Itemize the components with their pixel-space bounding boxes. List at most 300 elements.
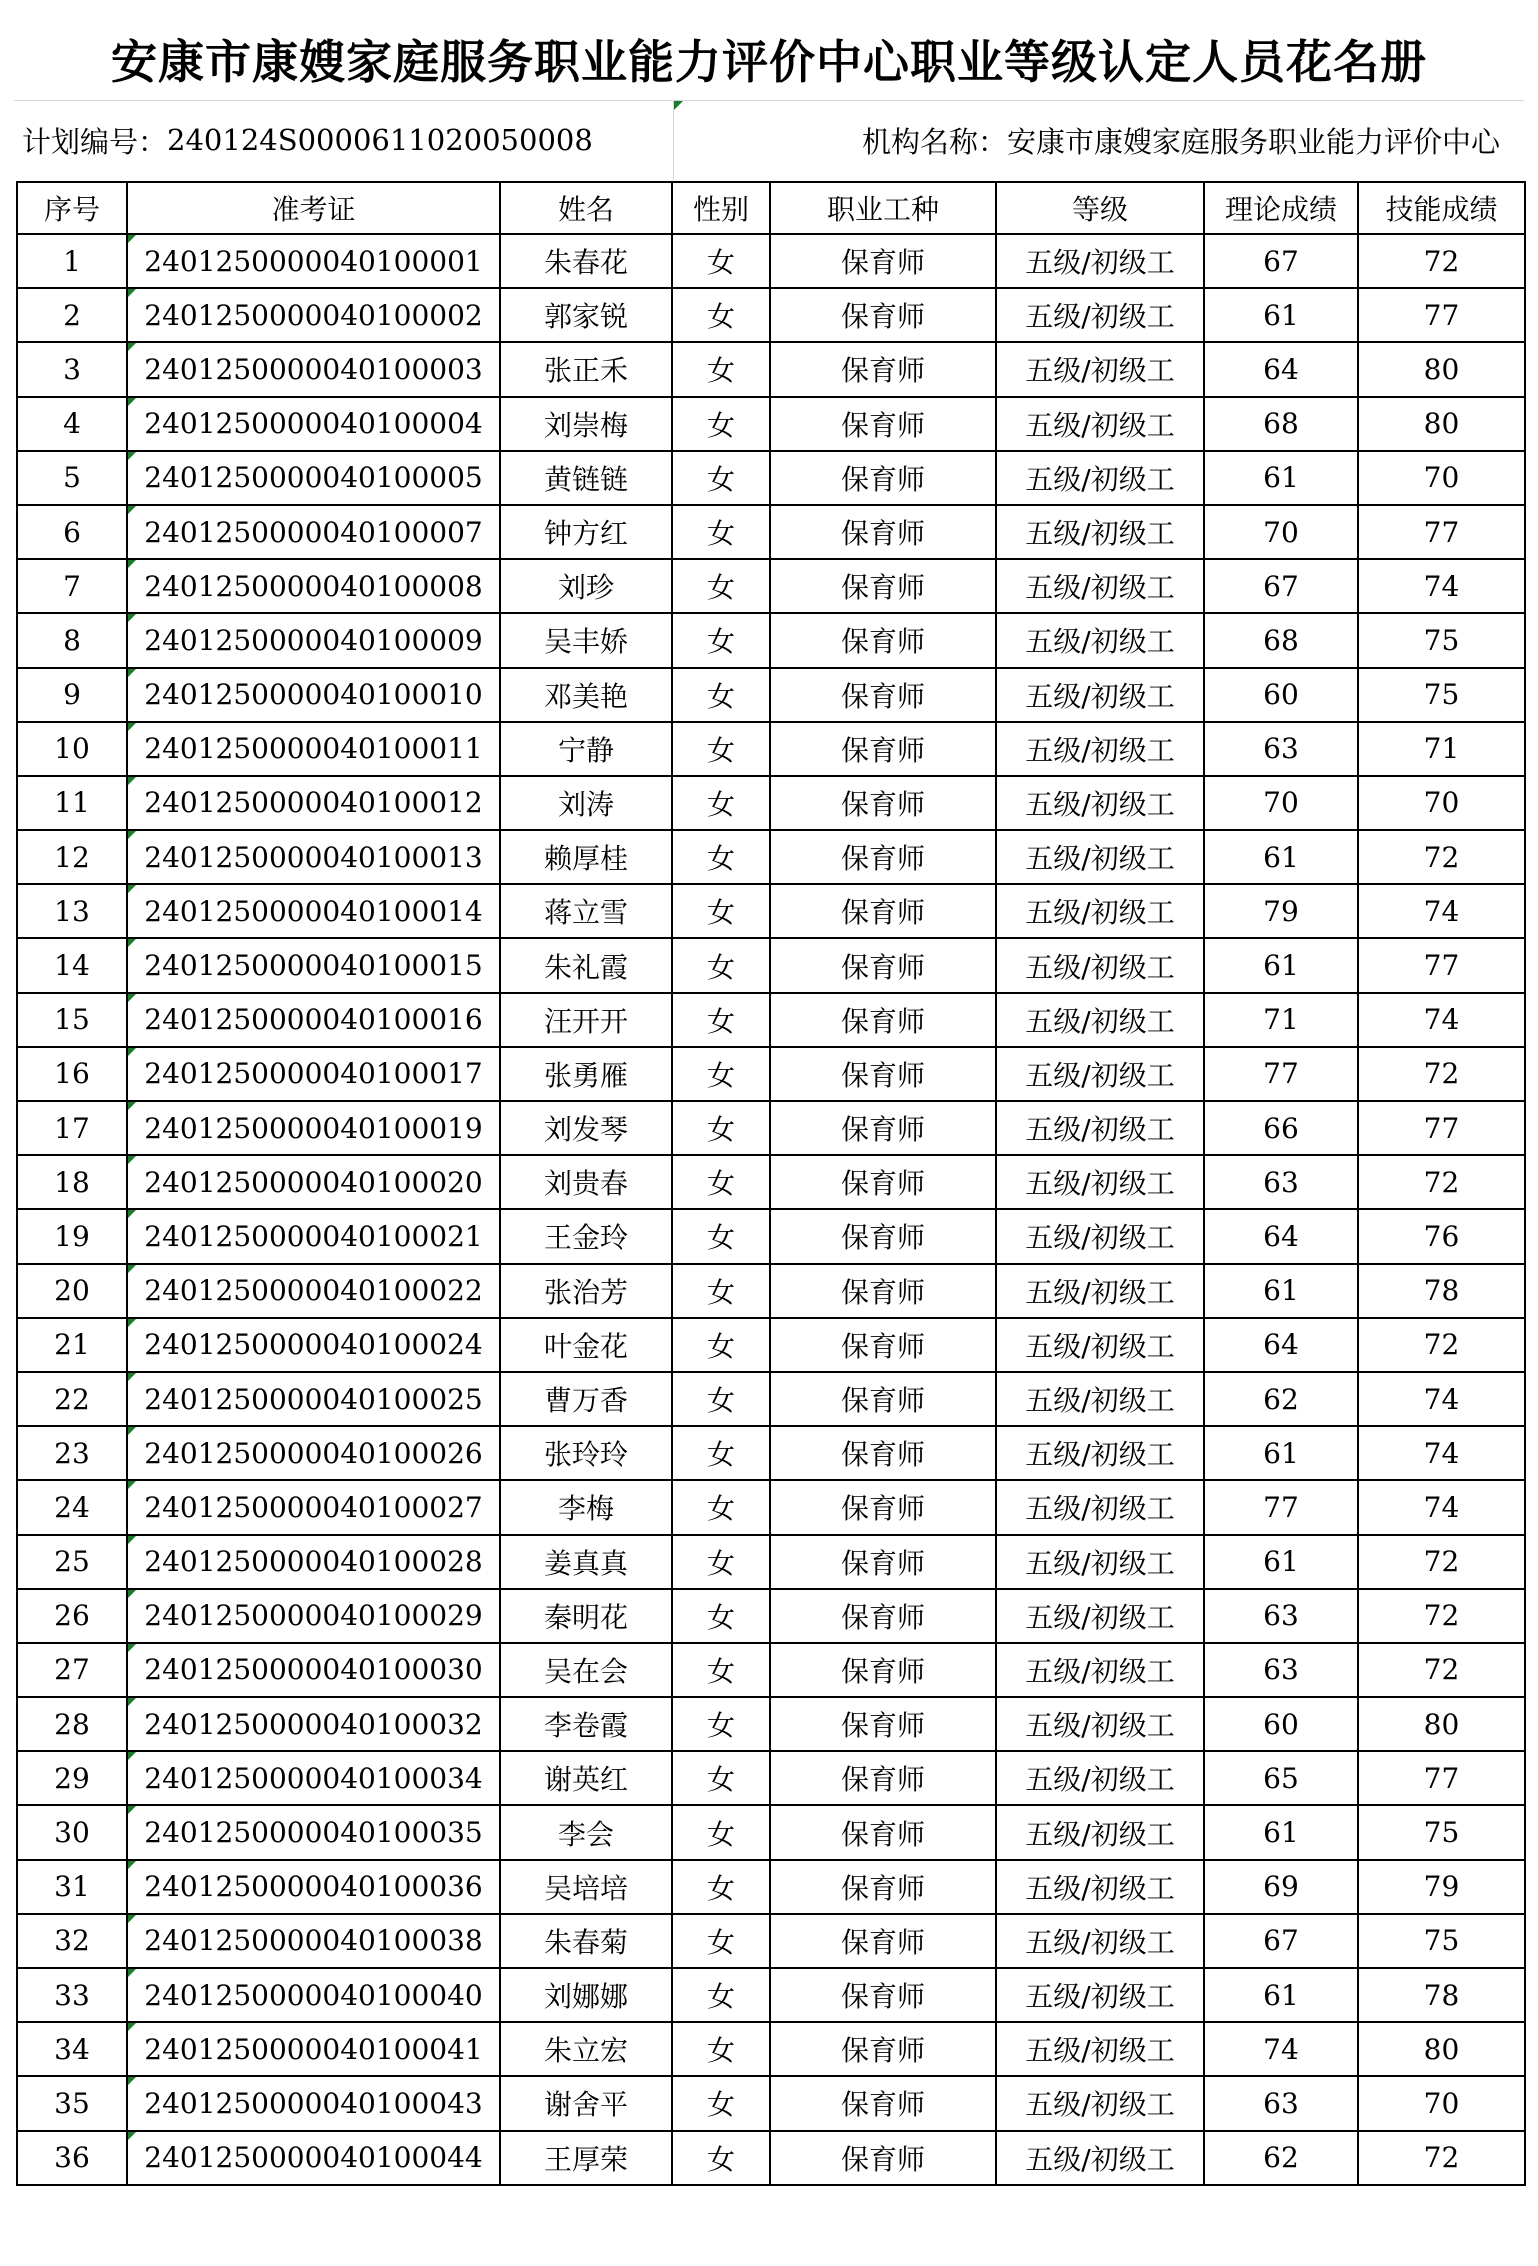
- cell-level: 五级/初级工: [996, 1372, 1204, 1426]
- cell-seq: 31: [17, 1860, 127, 1914]
- cell-exam-id: 2401250000040100041: [127, 2022, 500, 2076]
- cell-exam-id: 2401250000040100013: [127, 830, 500, 884]
- cell-occupation: 保育师: [770, 1426, 996, 1480]
- cell-theory-score: 68: [1204, 397, 1358, 451]
- cell-theory-score: 61: [1204, 1535, 1358, 1589]
- cell-level: 五级/初级工: [996, 668, 1204, 722]
- cell-theory-score: 67: [1204, 559, 1358, 613]
- cell-name: 赖厚桂: [500, 830, 672, 884]
- table-row: [17, 451, 1525, 505]
- cell-gender: 女: [672, 776, 770, 830]
- cell-name: 叶金花: [500, 1318, 672, 1372]
- cell-gender: 女: [672, 1372, 770, 1426]
- cell-exam-id: 2401250000040100008: [127, 559, 500, 613]
- cell-theory-score: 60: [1204, 668, 1358, 722]
- cell-seq: 13: [17, 884, 127, 938]
- table-row: [17, 1643, 1525, 1697]
- cell-name: 李卷霞: [500, 1697, 672, 1751]
- page-title: 安康市康嫂家庭服务职业能力评价中心职业等级认定人员花名册: [111, 35, 1427, 89]
- cell-level: 五级/初级工: [996, 1643, 1204, 1697]
- table-row: [17, 2022, 1525, 2076]
- cell-level: 五级/初级工: [996, 1318, 1204, 1372]
- cell-exam-id: 2401250000040100028: [127, 1535, 500, 1589]
- cell-skill-score: 74: [1358, 884, 1525, 938]
- cell-skill-score: 77: [1358, 1101, 1525, 1155]
- cell-gender: 女: [672, 1968, 770, 2022]
- cell-theory-score: 62: [1204, 1372, 1358, 1426]
- cell-level: 五级/初级工: [996, 559, 1204, 613]
- table-row: [17, 1426, 1525, 1480]
- table-row: [17, 776, 1525, 830]
- cell-skill-score: 75: [1358, 613, 1525, 667]
- cell-occupation: 保育师: [770, 1643, 996, 1697]
- table-row: [17, 342, 1525, 396]
- cell-skill-score: 70: [1358, 451, 1525, 505]
- cell-exam-id: 2401250000040100021: [127, 1209, 500, 1263]
- cell-skill-score: 70: [1358, 2076, 1525, 2130]
- cell-name: 曹万香: [500, 1372, 672, 1426]
- cell-seq: 12: [17, 830, 127, 884]
- table-header-row: [17, 182, 1525, 234]
- cell-occupation: 保育师: [770, 1155, 996, 1209]
- cell-seq: 2: [17, 288, 127, 342]
- cell-theory-score: 77: [1204, 1480, 1358, 1534]
- cell-level: 五级/初级工: [996, 288, 1204, 342]
- cell-name: 张玲玲: [500, 1426, 672, 1480]
- cell-occupation: 保育师: [770, 830, 996, 884]
- cell-exam-id: 2401250000040100040: [127, 1968, 500, 2022]
- cell-seq: 32: [17, 1914, 127, 1968]
- cell-occupation: 保育师: [770, 884, 996, 938]
- cell-occupation: 保育师: [770, 1914, 996, 1968]
- cell-occupation: 保育师: [770, 1697, 996, 1751]
- cell-seq: 25: [17, 1535, 127, 1589]
- cell-occupation: 保育师: [770, 1751, 996, 1805]
- cell-name: 吴在会: [500, 1643, 672, 1697]
- cell-level: 五级/初级工: [996, 1805, 1204, 1859]
- cell-exam-id: 2401250000040100010: [127, 668, 500, 722]
- cell-exam-id: 2401250000040100004: [127, 397, 500, 451]
- table-row: [17, 288, 1525, 342]
- cell-level: 五级/初级工: [996, 1535, 1204, 1589]
- cell-exam-id: 2401250000040100005: [127, 451, 500, 505]
- table-row: [17, 1318, 1525, 1372]
- cell-gender: 女: [672, 342, 770, 396]
- table-row: [17, 1372, 1525, 1426]
- cell-skill-score: 74: [1358, 993, 1525, 1047]
- cell-gender: 女: [672, 451, 770, 505]
- cell-gender: 女: [672, 1860, 770, 1914]
- table-row: [17, 1535, 1525, 1589]
- cell-theory-score: 70: [1204, 776, 1358, 830]
- cell-skill-score: 80: [1358, 2022, 1525, 2076]
- cell-seq: 22: [17, 1372, 127, 1426]
- cell-theory-score: 79: [1204, 884, 1358, 938]
- cell-name: 谢舍平: [500, 2076, 672, 2130]
- cell-theory-score: 70: [1204, 505, 1358, 559]
- cell-gender: 女: [672, 1318, 770, 1372]
- plan-number-label: 计划编号：: [22, 124, 168, 159]
- cell-occupation: 保育师: [770, 342, 996, 396]
- cell-occupation: 保育师: [770, 2022, 996, 2076]
- cell-level: 五级/初级工: [996, 2076, 1204, 2130]
- cell-seq: 36: [17, 2131, 127, 2185]
- cell-theory-score: 62: [1204, 2131, 1358, 2185]
- cell-level: 五级/初级工: [996, 1155, 1204, 1209]
- cell-exam-id: 2401250000040100038: [127, 1914, 500, 1968]
- cell-exam-id: 2401250000040100029: [127, 1589, 500, 1643]
- cell-skill-score: 74: [1358, 1426, 1525, 1480]
- cell-exam-id: 2401250000040100036: [127, 1860, 500, 1914]
- cell-theory-score: 60: [1204, 1697, 1358, 1751]
- cell-theory-score: 61: [1204, 1426, 1358, 1480]
- cell-skill-score: 72: [1358, 234, 1525, 288]
- cell-seq: 27: [17, 1643, 127, 1697]
- cell-exam-id: 2401250000040100009: [127, 613, 500, 667]
- cell-seq: 10: [17, 722, 127, 776]
- cell-skill-score: 74: [1358, 1372, 1525, 1426]
- cell-gender: 女: [672, 1535, 770, 1589]
- table-row: [17, 234, 1525, 288]
- divider: [673, 100, 674, 180]
- cell-name: 蒋立雪: [500, 884, 672, 938]
- cell-skill-score: 80: [1358, 342, 1525, 396]
- cell-occupation: 保育师: [770, 938, 996, 992]
- cell-theory-score: 64: [1204, 342, 1358, 396]
- cell-theory-score: 61: [1204, 1968, 1358, 2022]
- cell-seq: 26: [17, 1589, 127, 1643]
- cell-seq: 11: [17, 776, 127, 830]
- cell-exam-id: 2401250000040100017: [127, 1047, 500, 1101]
- column-header-seq: 序号: [17, 182, 127, 234]
- cell-theory-score: 61: [1204, 1805, 1358, 1859]
- table-row: [17, 1697, 1525, 1751]
- cell-exam-id: 2401250000040100022: [127, 1264, 500, 1318]
- cell-gender: 女: [672, 1697, 770, 1751]
- cell-level: 五级/初级工: [996, 1751, 1204, 1805]
- cell-name: 张勇雁: [500, 1047, 672, 1101]
- cell-level: 五级/初级工: [996, 938, 1204, 992]
- cell-level: 五级/初级工: [996, 1914, 1204, 1968]
- cell-name: 秦明花: [500, 1589, 672, 1643]
- cell-theory-score: 61: [1204, 288, 1358, 342]
- cell-occupation: 保育师: [770, 1264, 996, 1318]
- cell-exam-id: 2401250000040100026: [127, 1426, 500, 1480]
- cell-occupation: 保育师: [770, 613, 996, 667]
- cell-exam-id: 2401250000040100043: [127, 2076, 500, 2130]
- cell-seq: 5: [17, 451, 127, 505]
- table-row: [17, 1101, 1525, 1155]
- cell-gender: 女: [672, 884, 770, 938]
- cell-seq: 4: [17, 397, 127, 451]
- cell-exam-id: 2401250000040100032: [127, 1697, 500, 1751]
- cell-marker-icon: [674, 101, 683, 110]
- column-header-theory-score: 理论成绩: [1204, 182, 1358, 234]
- cell-exam-id: 2401250000040100020: [127, 1155, 500, 1209]
- cell-occupation: 保育师: [770, 668, 996, 722]
- cell-skill-score: 74: [1358, 559, 1525, 613]
- table-row: [17, 613, 1525, 667]
- cell-skill-score: 72: [1358, 1155, 1525, 1209]
- cell-seq: 15: [17, 993, 127, 1047]
- cell-level: 五级/初级工: [996, 342, 1204, 396]
- cell-exam-id: 2401250000040100002: [127, 288, 500, 342]
- table-row: [17, 1047, 1525, 1101]
- cell-level: 五级/初级工: [996, 993, 1204, 1047]
- cell-theory-score: 63: [1204, 1643, 1358, 1697]
- cell-level: 五级/初级工: [996, 397, 1204, 451]
- cell-level: 五级/初级工: [996, 884, 1204, 938]
- cell-exam-id: 2401250000040100015: [127, 938, 500, 992]
- cell-occupation: 保育师: [770, 451, 996, 505]
- cell-occupation: 保育师: [770, 2131, 996, 2185]
- cell-seq: 6: [17, 505, 127, 559]
- cell-gender: 女: [672, 722, 770, 776]
- table-row: [17, 1155, 1525, 1209]
- cell-seq: 19: [17, 1209, 127, 1263]
- cell-seq: 9: [17, 668, 127, 722]
- cell-exam-id: 2401250000040100007: [127, 505, 500, 559]
- cell-skill-score: 79: [1358, 1860, 1525, 1914]
- cell-exam-id: 2401250000040100025: [127, 1372, 500, 1426]
- table-row: [17, 2076, 1525, 2130]
- cell-name: 吴丰娇: [500, 613, 672, 667]
- cell-level: 五级/初级工: [996, 1101, 1204, 1155]
- cell-occupation: 保育师: [770, 234, 996, 288]
- cell-skill-score: 78: [1358, 1968, 1525, 2022]
- cell-name: 张正禾: [500, 342, 672, 396]
- cell-theory-score: 74: [1204, 2022, 1358, 2076]
- cell-theory-score: 66: [1204, 1101, 1358, 1155]
- table-row: [17, 1480, 1525, 1534]
- table-row: [17, 1805, 1525, 1859]
- table-row: [17, 1264, 1525, 1318]
- cell-gender: 女: [672, 505, 770, 559]
- cell-theory-score: 64: [1204, 1209, 1358, 1263]
- cell-theory-score: 67: [1204, 1914, 1358, 1968]
- cell-theory-score: 61: [1204, 830, 1358, 884]
- cell-theory-score: 65: [1204, 1751, 1358, 1805]
- cell-gender: 女: [672, 2076, 770, 2130]
- cell-exam-id: 2401250000040100044: [127, 2131, 500, 2185]
- cell-occupation: 保育师: [770, 1101, 996, 1155]
- cell-theory-score: 63: [1204, 1155, 1358, 1209]
- cell-gender: 女: [672, 1264, 770, 1318]
- cell-exam-id: 2401250000040100014: [127, 884, 500, 938]
- cell-gender: 女: [672, 288, 770, 342]
- cell-skill-score: 78: [1358, 1264, 1525, 1318]
- column-header-gender: 性别: [672, 182, 770, 234]
- cell-seq: 35: [17, 2076, 127, 2130]
- cell-occupation: 保育师: [770, 559, 996, 613]
- cell-level: 五级/初级工: [996, 1589, 1204, 1643]
- cell-occupation: 保育师: [770, 505, 996, 559]
- cell-occupation: 保育师: [770, 993, 996, 1047]
- cell-gender: 女: [672, 1209, 770, 1263]
- cell-seq: 24: [17, 1480, 127, 1534]
- cell-exam-id: 2401250000040100027: [127, 1480, 500, 1534]
- cell-gender: 女: [672, 234, 770, 288]
- cell-theory-score: 64: [1204, 1318, 1358, 1372]
- cell-name: 姜真真: [500, 1535, 672, 1589]
- cell-occupation: 保育师: [770, 1480, 996, 1534]
- cell-gender: 女: [672, 613, 770, 667]
- cell-level: 五级/初级工: [996, 1968, 1204, 2022]
- cell-level: 五级/初级工: [996, 722, 1204, 776]
- cell-skill-score: 75: [1358, 1914, 1525, 1968]
- cell-skill-score: 76: [1358, 1209, 1525, 1263]
- cell-occupation: 保育师: [770, 1318, 996, 1372]
- table-row: [17, 993, 1525, 1047]
- cell-name: 谢英红: [500, 1751, 672, 1805]
- cell-gender: 女: [672, 938, 770, 992]
- table-row: [17, 668, 1525, 722]
- cell-skill-score: 80: [1358, 1697, 1525, 1751]
- cell-exam-id: 2401250000040100001: [127, 234, 500, 288]
- cell-skill-score: 80: [1358, 397, 1525, 451]
- cell-theory-score: 63: [1204, 1589, 1358, 1643]
- cell-occupation: 保育师: [770, 1047, 996, 1101]
- cell-gender: 女: [672, 668, 770, 722]
- cell-occupation: 保育师: [770, 1209, 996, 1263]
- cell-seq: 16: [17, 1047, 127, 1101]
- cell-name: 李梅: [500, 1480, 672, 1534]
- cell-seq: 8: [17, 613, 127, 667]
- cell-skill-score: 75: [1358, 668, 1525, 722]
- cell-level: 五级/初级工: [996, 505, 1204, 559]
- cell-name: 钟方红: [500, 505, 672, 559]
- cell-gender: 女: [672, 2131, 770, 2185]
- cell-skill-score: 72: [1358, 1047, 1525, 1101]
- cell-skill-score: 70: [1358, 776, 1525, 830]
- cell-occupation: 保育师: [770, 1968, 996, 2022]
- cell-occupation: 保育师: [770, 2076, 996, 2130]
- cell-skill-score: 77: [1358, 288, 1525, 342]
- table-row: [17, 2131, 1525, 2185]
- cell-level: 五级/初级工: [996, 830, 1204, 884]
- cell-seq: 17: [17, 1101, 127, 1155]
- org-name-value: 安康市康嫂家庭服务职业能力评价中心: [1006, 124, 1500, 159]
- table-row: [17, 559, 1525, 613]
- column-header-occupation: 职业工种: [770, 182, 996, 234]
- cell-theory-score: 61: [1204, 1264, 1358, 1318]
- cell-gender: 女: [672, 1480, 770, 1534]
- cell-skill-score: 74: [1358, 1480, 1525, 1534]
- cell-name: 朱春花: [500, 234, 672, 288]
- cell-name: 王金玲: [500, 1209, 672, 1263]
- cell-level: 五级/初级工: [996, 234, 1204, 288]
- cell-exam-id: 2401250000040100035: [127, 1805, 500, 1859]
- cell-occupation: 保育师: [770, 1805, 996, 1859]
- cell-gender: 女: [672, 2022, 770, 2076]
- cell-exam-id: 2401250000040100019: [127, 1101, 500, 1155]
- cell-occupation: 保育师: [770, 1372, 996, 1426]
- cell-gender: 女: [672, 830, 770, 884]
- cell-seq: 30: [17, 1805, 127, 1859]
- cell-name: 张治芳: [500, 1264, 672, 1318]
- cell-name: 王厚荣: [500, 2131, 672, 2185]
- cell-skill-score: 72: [1358, 830, 1525, 884]
- cell-exam-id: 2401250000040100030: [127, 1643, 500, 1697]
- cell-skill-score: 77: [1358, 938, 1525, 992]
- table-row: [17, 830, 1525, 884]
- cell-occupation: 保育师: [770, 722, 996, 776]
- column-header-exam-id: 准考证: [127, 182, 500, 234]
- cell-seq: 1: [17, 234, 127, 288]
- cell-name: 吴培培: [500, 1860, 672, 1914]
- cell-seq: 33: [17, 1968, 127, 2022]
- cell-gender: 女: [672, 1643, 770, 1697]
- cell-name: 邓美艳: [500, 668, 672, 722]
- cell-skill-score: 75: [1358, 1805, 1525, 1859]
- cell-name: 刘珍: [500, 559, 672, 613]
- cell-gender: 女: [672, 1047, 770, 1101]
- cell-name: 宁静: [500, 722, 672, 776]
- cell-name: 刘发琴: [500, 1101, 672, 1155]
- cell-level: 五级/初级工: [996, 1426, 1204, 1480]
- cell-exam-id: 2401250000040100011: [127, 722, 500, 776]
- cell-skill-score: 71: [1358, 722, 1525, 776]
- cell-seq: 14: [17, 938, 127, 992]
- cell-seq: 18: [17, 1155, 127, 1209]
- cell-name: 刘贵春: [500, 1155, 672, 1209]
- cell-seq: 21: [17, 1318, 127, 1372]
- cell-skill-score: 72: [1358, 2131, 1525, 2185]
- column-header-skill-score: 技能成绩: [1358, 182, 1525, 234]
- table-row: [17, 1209, 1525, 1263]
- cell-theory-score: 71: [1204, 993, 1358, 1047]
- cell-name: 朱春菊: [500, 1914, 672, 1968]
- column-header-level: 等级: [996, 182, 1204, 234]
- cell-gender: 女: [672, 1914, 770, 1968]
- table-row: [17, 1968, 1525, 2022]
- cell-gender: 女: [672, 1101, 770, 1155]
- cell-level: 五级/初级工: [996, 1480, 1204, 1534]
- cell-level: 五级/初级工: [996, 776, 1204, 830]
- cell-seq: 28: [17, 1697, 127, 1751]
- table-row: [17, 884, 1525, 938]
- cell-theory-score: 68: [1204, 613, 1358, 667]
- table-row: [17, 722, 1525, 776]
- plan-number-value: 240124S0000611020050008: [167, 123, 593, 157]
- cell-gender: 女: [672, 993, 770, 1047]
- cell-name: 黄链链: [500, 451, 672, 505]
- table-row: [17, 1589, 1525, 1643]
- cell-seq: 20: [17, 1264, 127, 1318]
- cell-level: 五级/初级工: [996, 2022, 1204, 2076]
- cell-level: 五级/初级工: [996, 1697, 1204, 1751]
- cell-level: 五级/初级工: [996, 613, 1204, 667]
- cell-seq: 7: [17, 559, 127, 613]
- table-row: [17, 1914, 1525, 1968]
- cell-occupation: 保育师: [770, 1535, 996, 1589]
- cell-gender: 女: [672, 1589, 770, 1643]
- cell-level: 五级/初级工: [996, 2131, 1204, 2185]
- cell-theory-score: 69: [1204, 1860, 1358, 1914]
- cell-skill-score: 72: [1358, 1643, 1525, 1697]
- cell-occupation: 保育师: [770, 288, 996, 342]
- cell-seq: 3: [17, 342, 127, 396]
- roster-table: [16, 181, 1526, 2186]
- cell-exam-id: 2401250000040100012: [127, 776, 500, 830]
- cell-skill-score: 72: [1358, 1535, 1525, 1589]
- cell-occupation: 保育师: [770, 1860, 996, 1914]
- cell-skill-score: 77: [1358, 505, 1525, 559]
- cell-name: 汪开开: [500, 993, 672, 1047]
- cell-seq: 29: [17, 1751, 127, 1805]
- cell-gender: 女: [672, 559, 770, 613]
- cell-name: 刘涛: [500, 776, 672, 830]
